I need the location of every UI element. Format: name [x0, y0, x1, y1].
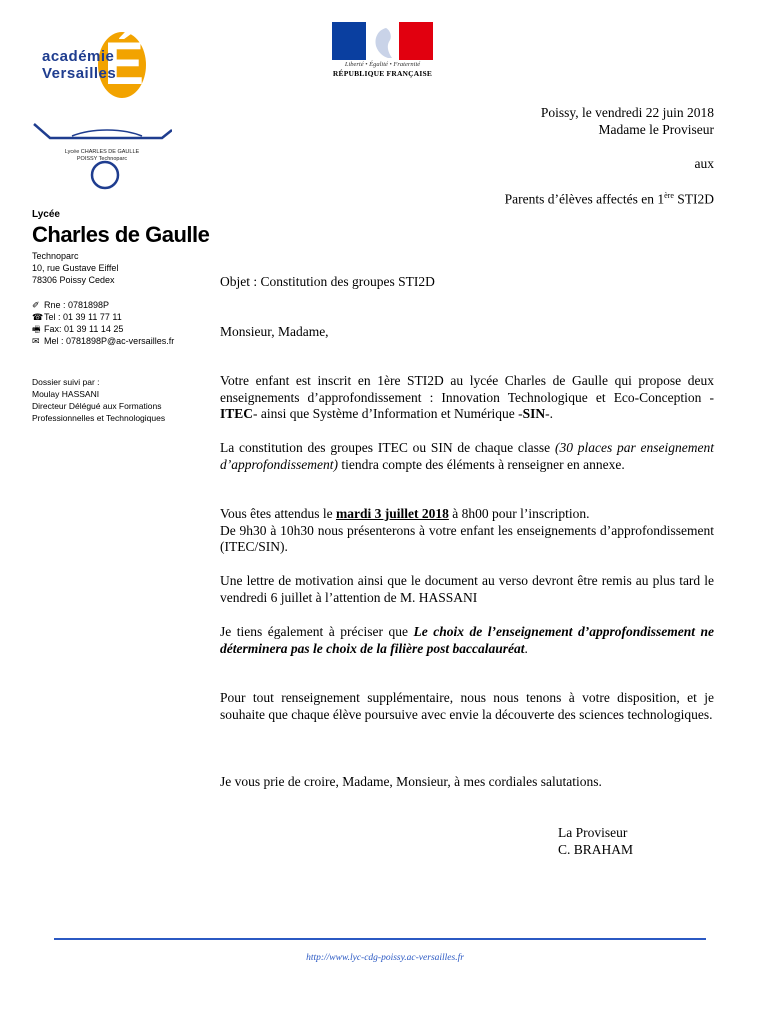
p1-text: - ainsi que Système d’Information et Numérique - — [253, 406, 523, 421]
sidebar-label: Lycée — [32, 209, 60, 220]
sidebar-contacts — [32, 299, 174, 347]
academie-logo-letter: É — [104, 30, 145, 97]
p3-line2: De 9h30 à 10h30 nous présenterons à votre enfant les enseignements d’approfondissement (ITEC/SIN). — [220, 522, 714, 554]
p1-sin: SIN — [522, 406, 546, 421]
flag-white-band — [366, 22, 400, 60]
paragraph-2 — [220, 440, 714, 473]
recipients-text: Parents d’élèves affectés en 1 — [504, 191, 665, 207]
contact-text: Fax: 01 39 11 14 25 — [44, 324, 124, 334]
republique-motto: Liberté • Égalité • Fraternité — [344, 61, 421, 68]
p1-itec: ITEC — [220, 406, 254, 421]
paragraph-1 — [220, 373, 714, 423]
letter-subject: Objet : Constitution des groupes STI2D — [220, 274, 435, 289]
sidebar-school-name: Charles de Gaulle — [32, 222, 210, 247]
flag-blue-band — [332, 22, 366, 60]
academie-logo-line2: Versailles — [42, 65, 117, 82]
p2-italic: (30 places par enseignement d’approfondissement) — [220, 440, 714, 472]
followup-line: Dossier suivi par : — [32, 377, 100, 387]
contact-text: Tel : 01 39 11 77 11 — [44, 312, 122, 322]
contact-phone — [32, 311, 174, 323]
followup-line: Professionnelles et Technologiques — [32, 413, 166, 423]
signature-title: La Proviseur — [558, 825, 628, 840]
paragraph-5 — [220, 624, 714, 657]
letter-recipients — [505, 187, 714, 208]
p5-text: Je tiens également à préciser que — [220, 624, 414, 639]
followup-line: Moulay HASSANI — [32, 389, 100, 399]
address-line: 10, rue Gustave Eiffel — [32, 263, 119, 273]
p3-date: mardi 3 juillet 2018 — [335, 506, 449, 521]
contact-text: Mel : 0781898P@ac-versailles.fr — [44, 336, 175, 346]
contact-rne — [32, 299, 174, 311]
footer-url[interactable]: http://www.lyc-cdg-poissy.ac-versailles.fr — [306, 953, 464, 963]
p1-text: -. — [545, 406, 553, 421]
signature-name: C. BRAHAM — [558, 842, 634, 857]
lycee-logo-line2: POISSY Technoparc — [76, 156, 128, 162]
letter-to: aux — [694, 156, 714, 171]
lycee-logo-line1: Lycée CHARLES DE GAULLE — [64, 149, 140, 155]
marianne-logo — [332, 22, 433, 60]
p2-text: La constitution des groupes ITEC ou SIN de chaque classe — [220, 440, 555, 455]
marianne-profile-icon — [366, 22, 400, 60]
p5-text: . — [524, 640, 528, 656]
footer-divider — [54, 938, 706, 940]
academie-logo-text — [42, 48, 116, 82]
contact-text: Rne : 0781898P — [44, 300, 110, 310]
p1-text: Votre enfant est inscrit en 1ère STI2D au lycée Charles de Gaulle qui propose deux enseignements d’approfondissement : Innovation Technologique et Eco-Conception - — [220, 373, 714, 405]
p3-text: à 8h00 pour l’inscription. — [448, 506, 590, 521]
followup-line: Directeur Délégué aux Formations — [32, 401, 162, 411]
letter-date: Poissy, le vendredi 22 juin 2018 — [540, 105, 714, 120]
letter-salutation: Monsieur, Madame, — [220, 324, 329, 339]
mail-icon: ✉ — [32, 336, 40, 346]
contact-mail — [32, 335, 174, 347]
p3-text: Vous êtes attendus le — [220, 506, 336, 521]
contact-fax — [32, 323, 174, 335]
paragraph-3 — [220, 506, 714, 556]
sidebar-followup — [32, 376, 165, 424]
paragraph-4: Une lettre de motivation ainsi que le document au verso devront être remis au plus tard le vendredi 6 juillet à l’attention de M. HASSANI — [220, 573, 714, 605]
paragraph-6: Pour tout renseignement supplémentaire, nous nous tenons à votre disposition, et je souhaite que chaque élève poursuive avec envie la découverte des sciences technologiques. — [220, 690, 714, 722]
flag-red-band — [399, 22, 433, 60]
recipients-sup: ère — [664, 191, 674, 200]
address-line: Technoparc — [32, 251, 79, 261]
p2-text: tiendra compte des éléments à renseigner en annexe. — [338, 456, 625, 472]
recipients-class: STI2D — [673, 191, 714, 207]
address-line: 78306 Poissy Cedex — [32, 275, 115, 285]
letter-closing: Je vous prie de croire, Madame, Monsieur, à mes cordiales salutations. — [220, 774, 602, 789]
sidebar-address — [32, 250, 118, 286]
p5-emphasis: Le choix de l’enseignement d’approfondissement ne déterminera pas le choix de la filière post baccalauréat — [220, 624, 715, 656]
fax-icon: 🖷 — [32, 324, 41, 334]
p3-line1 — [220, 506, 714, 523]
phone-icon: ☎ — [32, 312, 44, 322]
republique-name: RÉPUBLIQUE FRANÇAISE — [332, 69, 433, 78]
pencil-icon: ✐ — [32, 300, 40, 310]
letter-sender: Madame le Proviseur — [598, 122, 714, 137]
academie-logo-line1: académie — [42, 48, 115, 65]
lycee-logo-caption — [62, 149, 142, 163]
